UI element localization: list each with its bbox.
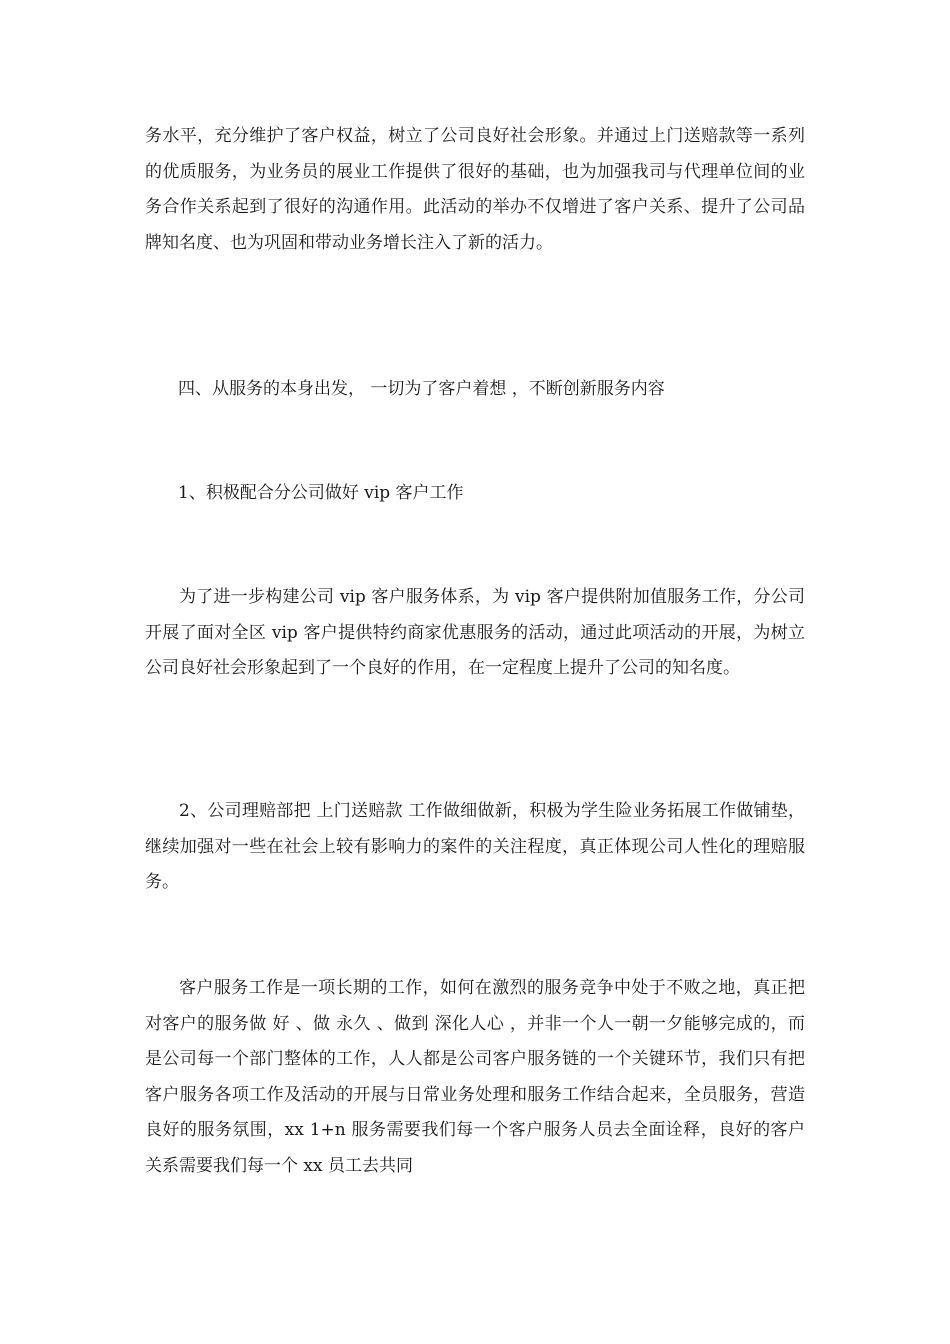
paragraph-claims-service: 2、公司理赔部把 上门送赔款 工作做细做新，积极为学生险业务拓展工作做铺垫，继续加强对一些在社会上较有影响力的案件的关注程度，真正体现公司人性化的理赔服务。 (145, 801, 805, 892)
paragraph-continuation: 务水平，充分维护了客户权益，树立了公司良好社会形象。并通过上门送赔款等一系列的优质服务，为业务员的展业工作提供了很好的基础，也为加强我司与代理单位间的业务合作关系起到了很好的沟通作用。此活动的举办不仅增进了客户关系、提升了公司品牌知名度、也为巩固和带动业务增长注入了新的活力。 (145, 126, 805, 253)
section-heading-4: 四、从服务的本身出发， 一切为了客户着想 ，不断创新服务内容 (178, 379, 665, 399)
paragraph-conclusion: 客户服务工作是一项长期的工作，如何在激烈的服务竞争中处于不败之地，真正把对客户的服务做 好 、做 永久 、做到 深化人心 ，并非一个人一朝一夕能够完成的，而是公司每一个部门整体的工作，人人都是公司客户服务链的一个关键环节，我们只有把客户服务各项工作及活动的开展与日常业务处理和服务工作结合起来，全员服务，营造良好的服务氛围，xx 1+n 服务需要我们每一个客户服务人员去全面诠释，良好的客户关系需要我们每一个 xx 员工去共同 (145, 978, 805, 1176)
item-heading-1: 1、积极配合分公司做好 vip 客户工作 (178, 483, 464, 503)
paragraph-vip-service: 为了进一步构建公司 vip 客户服务体系，为 vip 客户提供附加值服务工作，分公司开展了面对全区 vip 客户提供特约商家优惠服务的活动，通过此项活动的开展，为树立公司良好社会形象起到了一个良好的作用，在一定程度上提升了公司的知名度。 (145, 587, 805, 678)
